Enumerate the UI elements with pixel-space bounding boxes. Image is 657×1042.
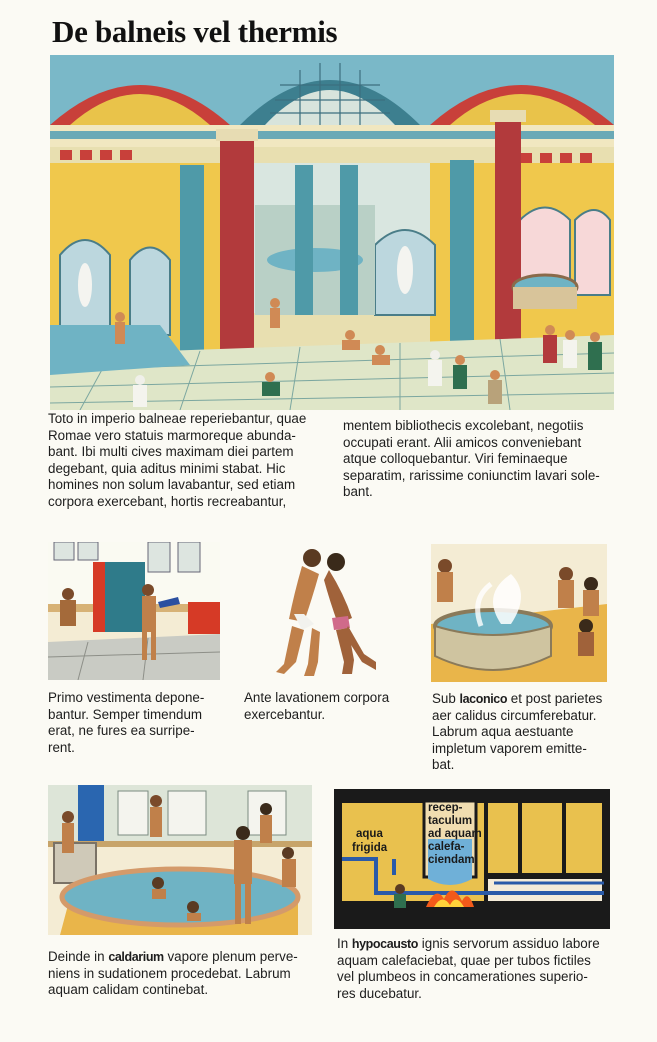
text-line: aquam calefaciebat, quae per tubos fictiles [337, 952, 591, 968]
caldarium-illustration [48, 785, 312, 935]
text-line: Deinde in caldarium vapore plenum perve- [48, 949, 298, 964]
page-title: De balneis vel thermis [52, 14, 338, 49]
text-line: vel plumbeos in concamerationes superio- [337, 969, 588, 985]
text-line: res ducebatur. [337, 985, 422, 1001]
text-line: erat, ne fures ea surripe- [48, 723, 195, 739]
label-receptaculum-line3: ad aquam [428, 828, 482, 840]
text-line: Sub laconico et post parietes [432, 691, 603, 706]
label-aqua-frigida-line1: aqua [356, 828, 383, 840]
text-line: In hypocausto ignis servorum assiduo labore [337, 936, 600, 951]
label-receptaculum-line4: calefa- [428, 841, 465, 853]
wrestling-illustration [264, 544, 382, 680]
text-line: niens in sudationem procedebat. Labrum [48, 965, 291, 981]
label-aqua-frigida-line2: frigida [352, 842, 388, 854]
text-line: bant. Ibi multi cives maximam diei partem [48, 444, 294, 460]
text-line: Romae vero statuis marmoreque abunda- [48, 427, 296, 443]
term-caldarium: caldarium [108, 950, 164, 964]
text-line: Primo vestimenta depone- [48, 690, 205, 705]
intro-left-column [48, 411, 306, 511]
hypocaustum-diagram [334, 789, 610, 929]
text-line: occupati erant. Alii amicos conveniebant [343, 434, 582, 450]
caption-undressing [48, 690, 204, 756]
caption-caldarium [48, 949, 298, 999]
text-line: degebant, quia aditus minimi stabat. Hic [48, 460, 286, 476]
intro-right-column [343, 418, 600, 501]
text-line: atque colloquebantur. Viri feminaeque [343, 451, 568, 467]
text-line: Toto in imperio balneae reperiebantur, quae [48, 411, 307, 426]
term-hypocausto: hypocausto [351, 937, 419, 951]
thermae-hall-illustration [50, 55, 614, 410]
text-line: Ante lavationem corpora [244, 690, 390, 705]
text-line: homines non solum lavabantur, sed etiam [48, 477, 296, 493]
laconicum-illustration [431, 544, 607, 682]
text-line: bantur. Semper timendum [48, 706, 203, 722]
text-line: Labrum aqua aestuante [432, 724, 574, 740]
caption-laconicum [432, 691, 602, 774]
text-line: corpora exercebant, hortis recreabantur, [48, 493, 287, 509]
undressing-room-illustration [48, 542, 220, 680]
text-line: mentem bibliothecis excolebant, negotiis [343, 418, 584, 433]
text-line: exercebantur. [244, 706, 326, 722]
label-receptaculum-line5: ciendam [428, 854, 475, 866]
text-line: aer calidus circumferebatur. [432, 707, 597, 723]
text-line: separatim, rarissime coniunctim lavari sole- [343, 467, 600, 483]
caption-hypocaustum [337, 936, 600, 1002]
text-line: bat. [432, 757, 455, 773]
caption-exercise [244, 690, 389, 723]
label-receptaculum-line1: recep- [428, 802, 463, 814]
term-laconico: laconico [459, 692, 508, 706]
text-line: aquam calidam continebat. [48, 982, 209, 998]
label-receptaculum-line2: taculum [428, 815, 473, 827]
text-line: bant. [343, 484, 373, 500]
text-line: impletum vaporem emitte- [432, 740, 587, 756]
text-line: rent. [48, 739, 75, 755]
